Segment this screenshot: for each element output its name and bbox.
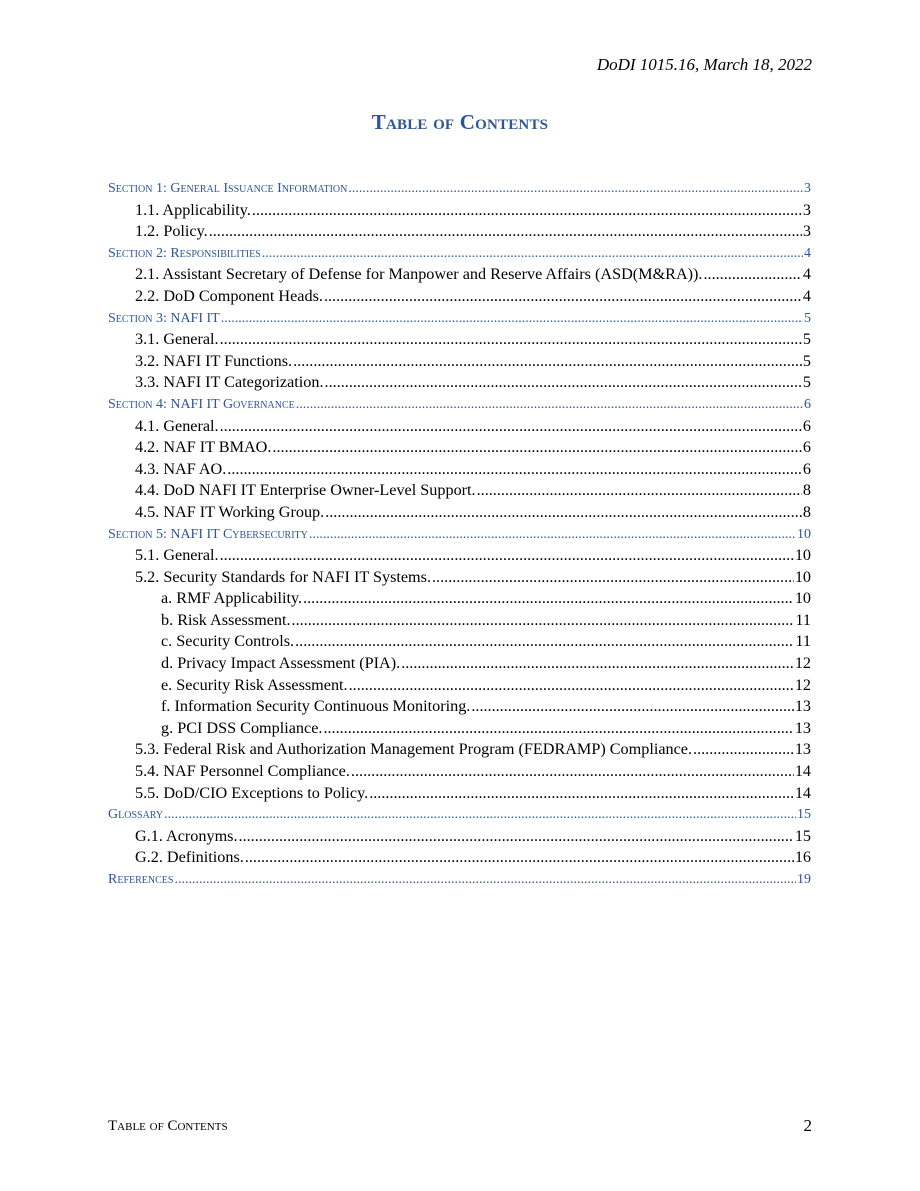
toc-entry-link[interactable] <box>108 437 811 459</box>
toc-page-number: 13 <box>794 697 811 716</box>
toc-entry-link[interactable] <box>108 696 811 718</box>
toc-dot-leader <box>252 200 802 222</box>
toc-entry-title: 2.2. DoD Component Heads. <box>135 286 323 305</box>
toc-page-number: 6 <box>802 459 811 478</box>
toc-entry-link[interactable] <box>108 826 811 848</box>
toc-entry-title: 1.1. Applicability. <box>135 200 251 219</box>
toc-entry-title: e. Security Risk Assessment. <box>161 675 348 694</box>
toc-page-number: 11 <box>795 610 811 629</box>
toc-entry-title: 4.4. DoD NAFI IT Enterprise Owner-Level Support. <box>135 481 476 500</box>
toc-page-number: 11 <box>795 632 811 651</box>
toc-dot-leader <box>239 826 794 848</box>
toc-section-link[interactable] <box>108 869 811 891</box>
toc-entry-title: g. PCI DSS Compliance. <box>161 718 323 737</box>
toc-entry-link[interactable] <box>108 545 811 567</box>
toc-entry-link[interactable] <box>108 653 811 675</box>
toc-section-link[interactable] <box>108 394 811 416</box>
toc-entry-title: b. Risk Assessment. <box>161 610 291 629</box>
toc-section-link[interactable] <box>108 178 811 200</box>
toc-entry-link[interactable] <box>108 286 811 308</box>
toc-entry-title: c. Security Controls. <box>161 632 295 651</box>
toc-entry-title: Section 2: Responsibilities <box>108 245 261 261</box>
toc-page-number: 5 <box>802 373 811 392</box>
toc-page-number: 10 <box>797 526 811 542</box>
toc-entry-title: 4.1. General. <box>135 416 219 435</box>
toc-entry-link[interactable] <box>108 631 811 653</box>
toc-entry-link[interactable] <box>108 200 811 222</box>
toc-entry-link[interactable] <box>108 502 811 524</box>
toc-section-link[interactable] <box>108 524 811 546</box>
toc-entry-link[interactable] <box>108 459 811 481</box>
toc-entry-title: 3.2. NAFI IT Functions. <box>135 351 293 370</box>
toc-entry-title: 5.3. Federal Risk and Authorization Management Program (FEDRAMP) Compliance. <box>135 740 693 759</box>
toc-entry-title: Section 1: General Issuance Information <box>108 181 348 196</box>
toc-entry-link[interactable] <box>108 718 811 740</box>
toc-dot-leader <box>477 480 802 502</box>
toc-page-number: 15 <box>794 826 811 845</box>
toc-entry-link[interactable] <box>108 480 811 502</box>
toc-dot-leader <box>325 502 802 524</box>
toc-entry-link[interactable] <box>108 264 811 286</box>
toc-entry-title: d. Privacy Impact Assessment (PIA). <box>161 654 401 673</box>
document-reference: DoDI 1015.16, March 18, 2022 <box>596 55 812 74</box>
toc-dot-leader <box>174 869 796 891</box>
toc-dot-leader <box>703 264 801 286</box>
toc-entry-link[interactable] <box>108 372 811 394</box>
toc-dot-leader <box>693 739 794 761</box>
toc-entry-link[interactable] <box>108 567 811 589</box>
toc-page-number: 3 <box>802 222 811 241</box>
toc-entry-link[interactable] <box>108 329 811 351</box>
toc-page-number: 10 <box>794 589 811 608</box>
toc-entry-title: f. Information Security Continuous Monitoring. <box>161 697 471 716</box>
toc-section-link[interactable] <box>108 804 811 826</box>
toc-page-number: 10 <box>794 546 811 565</box>
toc-entry-title: 2.1. Assistant Secretary of Defense for Manpower and Reserve Affairs (ASD(M&RA)). <box>135 265 703 284</box>
toc-dot-leader <box>401 653 794 675</box>
toc-page-number: 6 <box>802 416 811 435</box>
toc-page-number: 5 <box>802 330 811 349</box>
toc-entry-title: Glossary <box>108 807 164 823</box>
toc-dot-leader <box>164 804 796 826</box>
toc-page-number: 3 <box>804 181 811 196</box>
toc-entry-link[interactable] <box>108 221 811 243</box>
toc-dot-leader <box>272 437 801 459</box>
toc-dot-leader <box>220 329 802 351</box>
toc-entry-title: G.1. Acronyms. <box>135 826 238 845</box>
toc-entry-link[interactable] <box>108 739 811 761</box>
footer-page-number: 2 <box>803 1116 812 1135</box>
toc-page-number: 19 <box>797 872 811 887</box>
toc-page-number: 5 <box>802 351 811 370</box>
table-of-contents <box>108 178 811 891</box>
toc-entry-title: Section 4: NAFI IT Governance <box>108 396 295 412</box>
toc-dot-leader <box>220 416 802 438</box>
toc-dot-leader <box>349 675 794 697</box>
toc-entry-title: 3.3. NAFI IT Categorization. <box>135 373 324 392</box>
toc-entry-link[interactable] <box>108 783 811 805</box>
toc-entry-title: 1.2. Policy. <box>135 222 208 241</box>
toc-entry-link[interactable] <box>108 761 811 783</box>
toc-dot-leader <box>471 696 793 718</box>
toc-page-number: 8 <box>802 481 811 500</box>
toc-dot-leader <box>209 221 802 243</box>
toc-dot-leader <box>348 178 803 200</box>
toc-entry-title: G.2. Definitions. <box>135 848 244 867</box>
page-title: Table of Contents <box>371 110 549 134</box>
toc-entry-title: 4.5. NAF IT Working Group. <box>135 502 325 521</box>
toc-page-number: 6 <box>804 396 811 412</box>
toc-page-number: 8 <box>802 502 811 521</box>
toc-entry-link[interactable] <box>108 416 811 438</box>
toc-dot-leader <box>292 610 795 632</box>
toc-entry-link[interactable] <box>108 351 811 373</box>
toc-section-link[interactable] <box>108 308 811 330</box>
toc-dot-leader <box>221 308 803 330</box>
toc-page-number: 4 <box>802 265 811 284</box>
toc-dot-leader <box>303 588 794 610</box>
toc-page-number: 13 <box>794 740 811 759</box>
toc-dot-leader <box>293 351 802 373</box>
toc-entry-title: 5.4. NAF Personnel Compliance. <box>135 762 350 781</box>
toc-page-number: 12 <box>794 654 811 673</box>
toc-page-number: 3 <box>802 200 811 219</box>
toc-dot-leader <box>262 243 803 265</box>
toc-entry-title: 4.2. NAF IT BMAO. <box>135 438 272 457</box>
toc-page-number: 6 <box>802 438 811 457</box>
toc-dot-leader <box>369 783 794 805</box>
toc-entry-title: 5.5. DoD/CIO Exceptions to Policy. <box>135 783 369 802</box>
toc-entry-link[interactable] <box>108 847 811 869</box>
toc-entry-link[interactable] <box>108 610 811 632</box>
toc-page-number: 10 <box>794 567 811 586</box>
toc-entry-link[interactable] <box>108 675 811 697</box>
toc-entry-link[interactable] <box>108 588 811 610</box>
toc-dot-leader <box>309 524 796 546</box>
toc-entry-title: Section 5: NAFI IT Cybersecurity <box>108 526 308 542</box>
toc-dot-leader <box>296 394 803 416</box>
toc-page-number: 14 <box>794 762 811 781</box>
footer-section-label: Table of Contents <box>108 1118 228 1134</box>
toc-entry-title: 5.1. General. <box>135 546 219 565</box>
toc-section-link[interactable] <box>108 243 811 265</box>
toc-entry-title: 4.3. NAF AO. <box>135 459 227 478</box>
toc-dot-leader <box>323 718 793 740</box>
toc-page-number: 12 <box>794 675 811 694</box>
toc-page-number: 14 <box>794 783 811 802</box>
toc-dot-leader <box>432 567 794 589</box>
toc-entry-title: 5.2. Security Standards for NAFI IT Systems. <box>135 567 431 586</box>
toc-dot-leader <box>351 761 794 783</box>
toc-dot-leader <box>325 372 802 394</box>
toc-page-number: 15 <box>797 807 811 823</box>
toc-page-number: 13 <box>794 718 811 737</box>
toc-dot-leader <box>295 631 794 653</box>
toc-dot-leader <box>220 545 794 567</box>
toc-page-number: 5 <box>804 310 811 326</box>
toc-dot-leader <box>245 847 794 869</box>
toc-entry-title: 3.1. General. <box>135 330 219 349</box>
toc-dot-leader <box>324 286 802 308</box>
toc-entry-title: References <box>108 872 174 887</box>
toc-entry-title: a. RMF Applicability. <box>161 589 303 608</box>
toc-page-number: 4 <box>804 245 811 261</box>
toc-dot-leader <box>227 459 802 481</box>
toc-page-number: 16 <box>794 848 811 867</box>
toc-page-number: 4 <box>802 286 811 305</box>
toc-entry-title: Section 3: NAFI IT <box>108 310 220 326</box>
